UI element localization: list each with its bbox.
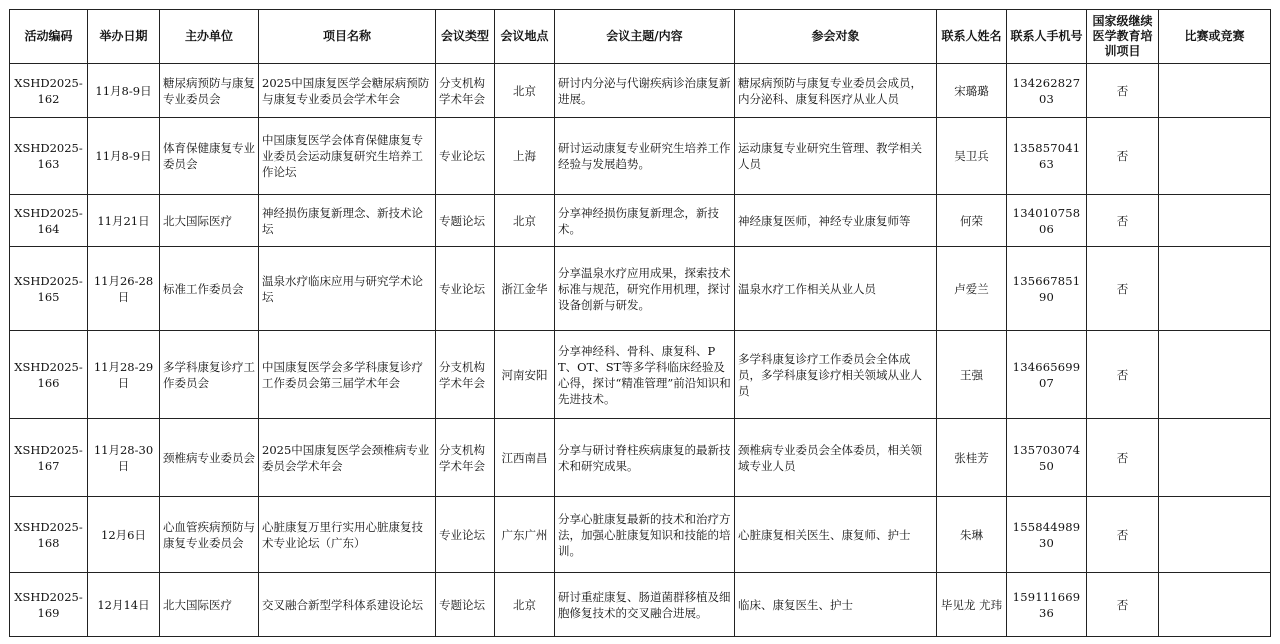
cell-organizer: 体育保健康复专业委员会 [160,118,259,195]
cell-type: 分支机构学术年会 [436,419,495,497]
cell-location: 浙江金华 [495,247,555,331]
cell-type: 分支机构学术年会 [436,64,495,118]
cell-location: 河南安阳 [495,331,555,419]
cell-audience: 神经康复医师，神经专业康复师等 [735,195,937,247]
cell-contact: 张桂芳 [937,419,1007,497]
cell-audience: 糖尿病预防与康复专业委员会成员，内分泌科、康复科医疗从业人员 [735,64,937,118]
cell-competition [1159,419,1271,497]
cell-phone: 13585704163 [1007,118,1087,195]
cell-type: 分支机构学术年会 [436,331,495,419]
cell-project: 神经损伤康复新理念、新技术论坛 [259,195,436,247]
cell-code: XSHD2025-168 [10,497,88,573]
cell-type: 专题论坛 [436,195,495,247]
activity-table [9,9,1271,637]
cell-phone: 13426282703 [1007,64,1087,118]
cell-competition [1159,64,1271,118]
cell-theme: 分享神经科、骨科、康复科、PT、OT、ST等多学科临床经验及心得，探讨“精准管理”前沿知识和先进技术。 [555,331,735,419]
cell-contact: 何荣 [937,195,1007,247]
table-row [10,497,1271,573]
cell-theme: 研讨内分泌与代谢疾病诊治康复新进展。 [555,64,735,118]
cell-competition [1159,573,1271,637]
cell-organizer: 多学科康复诊疗工作委员会 [160,331,259,419]
cell-code: XSHD2025-164 [10,195,88,247]
cell-theme: 分享温泉水疗应用成果，探索技术标准与规范，研究作用机理，探讨设备创新与研发。 [555,247,735,331]
cell-competition [1159,331,1271,419]
cell-national: 否 [1087,195,1159,247]
cell-date: 11月28-30日 [88,419,160,497]
cell-project: 心脏康复万里行实用心脏康复技术专业论坛（广东） [259,497,436,573]
cell-theme: 分享与研讨脊柱疾病康复的最新技术和研究成果。 [555,419,735,497]
cell-contact: 王强 [937,331,1007,419]
table-row [10,247,1271,331]
cell-audience: 多学科康复诊疗工作委员会全体成员，多学科康复诊疗相关领域从业人员 [735,331,937,419]
cell-national: 否 [1087,419,1159,497]
cell-theme: 研讨重症康复、肠道菌群移植及细胞修复技术的交叉融合进展。 [555,573,735,637]
cell-audience: 颈椎病专业委员会全体委员，相关领域专业人员 [735,419,937,497]
cell-project: 2025中国康复医学会颈椎病专业委员会学术年会 [259,419,436,497]
cell-phone: 15911166936 [1007,573,1087,637]
cell-location: 广东广州 [495,497,555,573]
table-row [10,573,1271,637]
header-type: 会议类型 [436,10,495,64]
cell-type: 专题论坛 [436,573,495,637]
cell-code: XSHD2025-165 [10,247,88,331]
cell-location: 上海 [495,118,555,195]
table-row [10,64,1271,118]
cell-location: 江西南昌 [495,419,555,497]
table-row [10,419,1271,497]
cell-date: 11月21日 [88,195,160,247]
cell-national: 否 [1087,64,1159,118]
cell-project: 中国康复医学会多学科康复诊疗工作委员会第三届学术年会 [259,331,436,419]
cell-audience: 温泉水疗工作相关从业人员 [735,247,937,331]
cell-phone: 13566785190 [1007,247,1087,331]
cell-contact: 毕见龙 尤玮 [937,573,1007,637]
cell-competition [1159,497,1271,573]
cell-organizer: 北大国际医疗 [160,195,259,247]
cell-code: XSHD2025-163 [10,118,88,195]
cell-national: 否 [1087,573,1159,637]
cell-type: 专业论坛 [436,118,495,195]
cell-organizer: 北大国际医疗 [160,573,259,637]
cell-code: XSHD2025-169 [10,573,88,637]
table-row [10,331,1271,419]
cell-audience: 临床、康复医生、护士 [735,573,937,637]
cell-national: 否 [1087,497,1159,573]
cell-date: 11月28-29日 [88,331,160,419]
header-project: 项目名称 [259,10,436,64]
cell-phone: 13570307450 [1007,419,1087,497]
cell-competition [1159,195,1271,247]
header-location: 会议地点 [495,10,555,64]
cell-phone: 13401075806 [1007,195,1087,247]
cell-organizer: 糖尿病预防与康复专业委员会 [160,64,259,118]
cell-date: 12月6日 [88,497,160,573]
cell-theme: 分享心脏康复最新的技术和治疗方法，加强心脏康复知识和技能的培训。 [555,497,735,573]
header-national: 国家级继续医学教育培训项目 [1087,10,1159,64]
cell-project: 温泉水疗临床应用与研究学术论坛 [259,247,436,331]
header-competition: 比赛或竞赛 [1159,10,1271,64]
cell-project: 中国康复医学会体育保健康复专业委员会运动康复研究生培养工作论坛 [259,118,436,195]
cell-phone: 15584498930 [1007,497,1087,573]
cell-theme: 分享神经损伤康复新理念，新技术。 [555,195,735,247]
cell-location: 北京 [495,195,555,247]
cell-audience: 心脏康复相关医生、康复师、护士 [735,497,937,573]
cell-contact: 朱琳 [937,497,1007,573]
header-phone: 联系人手机号 [1007,10,1087,64]
cell-project: 2025中国康复医学会糖尿病预防与康复专业委员会学术年会 [259,64,436,118]
cell-project: 交叉融合新型学科体系建设论坛 [259,573,436,637]
cell-organizer: 标准工作委员会 [160,247,259,331]
cell-national: 否 [1087,118,1159,195]
cell-national: 否 [1087,331,1159,419]
cell-competition [1159,247,1271,331]
cell-date: 11月8-9日 [88,64,160,118]
cell-date: 12月14日 [88,573,160,637]
cell-contact: 吴卫兵 [937,118,1007,195]
cell-contact: 卢爱兰 [937,247,1007,331]
cell-date: 11月8-9日 [88,118,160,195]
cell-phone: 13466569907 [1007,331,1087,419]
cell-audience: 运动康复专业研究生管理、教学相关人员 [735,118,937,195]
cell-location: 北京 [495,573,555,637]
header-contact: 联系人姓名 [937,10,1007,64]
cell-organizer: 颈椎病专业委员会 [160,419,259,497]
table-row [10,195,1271,247]
cell-code: XSHD2025-167 [10,419,88,497]
cell-theme: 研讨运动康复专业研究生培养工作经验与发展趋势。 [555,118,735,195]
header-date: 举办日期 [88,10,160,64]
cell-national: 否 [1087,247,1159,331]
cell-type: 专业论坛 [436,247,495,331]
cell-competition [1159,118,1271,195]
header-organizer: 主办单位 [160,10,259,64]
cell-code: XSHD2025-162 [10,64,88,118]
cell-type: 专业论坛 [436,497,495,573]
table-row [10,118,1271,195]
header-code: 活动编码 [10,10,88,64]
cell-code: XSHD2025-166 [10,331,88,419]
cell-organizer: 心血管疾病预防与康复专业委员会 [160,497,259,573]
header-audience: 参会对象 [735,10,937,64]
cell-contact: 宋璐璐 [937,64,1007,118]
header-theme: 会议主题/内容 [555,10,735,64]
header-row [10,10,1271,64]
cell-location: 北京 [495,64,555,118]
cell-date: 11月26-28日 [88,247,160,331]
